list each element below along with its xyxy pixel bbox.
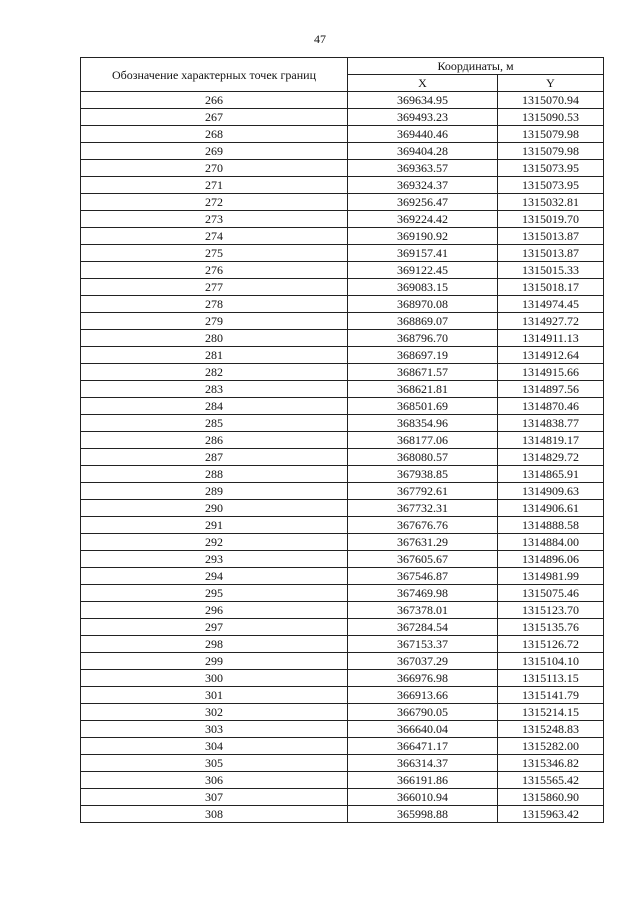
point-cell: 298 xyxy=(81,636,348,653)
x-cell: 368970.08 xyxy=(348,296,498,313)
point-cell: 284 xyxy=(81,398,348,415)
y-cell: 1314927.72 xyxy=(498,313,604,330)
point-cell: 299 xyxy=(81,653,348,670)
point-cell: 271 xyxy=(81,177,348,194)
y-cell: 1314896.06 xyxy=(498,551,604,568)
x-cell: 369634.95 xyxy=(348,92,498,109)
y-cell: 1315032.81 xyxy=(498,194,604,211)
y-cell: 1315018.17 xyxy=(498,279,604,296)
table-row xyxy=(81,806,604,823)
point-cell: 278 xyxy=(81,296,348,313)
y-cell: 1315070.94 xyxy=(498,92,604,109)
y-cell: 1315104.10 xyxy=(498,653,604,670)
x-cell: 366471.17 xyxy=(348,738,498,755)
y-cell: 1315214.15 xyxy=(498,704,604,721)
point-cell: 302 xyxy=(81,704,348,721)
table-row xyxy=(81,398,604,415)
point-cell: 293 xyxy=(81,551,348,568)
page-number: 47 xyxy=(314,32,326,46)
point-cell: 268 xyxy=(81,126,348,143)
x-cell: 367605.67 xyxy=(348,551,498,568)
x-cell: 369493.23 xyxy=(348,109,498,126)
x-cell: 368354.96 xyxy=(348,415,498,432)
x-cell: 366913.66 xyxy=(348,687,498,704)
x-cell: 366191.86 xyxy=(348,772,498,789)
y-cell: 1315090.53 xyxy=(498,109,604,126)
x-cell: 367792.61 xyxy=(348,483,498,500)
x-cell: 367469.98 xyxy=(348,585,498,602)
y-cell: 1315015.33 xyxy=(498,262,604,279)
table-row xyxy=(81,160,604,177)
y-cell: 1315248.83 xyxy=(498,721,604,738)
table-row xyxy=(81,347,604,364)
header-x: X xyxy=(348,75,498,92)
x-cell: 369224.42 xyxy=(348,211,498,228)
x-cell: 369404.28 xyxy=(348,143,498,160)
table-row xyxy=(81,687,604,704)
table-row xyxy=(81,228,604,245)
point-cell: 275 xyxy=(81,245,348,262)
point-cell: 291 xyxy=(81,517,348,534)
point-cell: 297 xyxy=(81,619,348,636)
y-cell: 1314911.13 xyxy=(498,330,604,347)
y-cell: 1314897.56 xyxy=(498,381,604,398)
point-cell: 301 xyxy=(81,687,348,704)
y-cell: 1314909.63 xyxy=(498,483,604,500)
y-cell: 1314865.91 xyxy=(498,466,604,483)
table-row xyxy=(81,245,604,262)
x-cell: 369122.45 xyxy=(348,262,498,279)
y-cell: 1314888.58 xyxy=(498,517,604,534)
x-cell: 368671.57 xyxy=(348,364,498,381)
coordinates-table xyxy=(80,57,604,823)
point-cell: 283 xyxy=(81,381,348,398)
x-cell: 368869.07 xyxy=(348,313,498,330)
table-row xyxy=(81,109,604,126)
y-cell: 1315079.98 xyxy=(498,143,604,160)
x-cell: 368501.69 xyxy=(348,398,498,415)
point-cell: 267 xyxy=(81,109,348,126)
point-cell: 281 xyxy=(81,347,348,364)
header-points: Обозначение характерных точек границ xyxy=(81,58,348,92)
y-cell: 1315346.82 xyxy=(498,755,604,772)
point-cell: 280 xyxy=(81,330,348,347)
table-row xyxy=(81,585,604,602)
table-row xyxy=(81,755,604,772)
y-cell: 1315565.42 xyxy=(498,772,604,789)
x-cell: 369083.15 xyxy=(348,279,498,296)
x-cell: 369440.46 xyxy=(348,126,498,143)
x-cell: 368177.06 xyxy=(348,432,498,449)
table-row xyxy=(81,602,604,619)
table-row xyxy=(81,500,604,517)
table-row xyxy=(81,262,604,279)
table-row xyxy=(81,789,604,806)
table-row xyxy=(81,466,604,483)
y-cell: 1314981.99 xyxy=(498,568,604,585)
table-row xyxy=(81,517,604,534)
table-row xyxy=(81,653,604,670)
y-cell: 1315073.95 xyxy=(498,177,604,194)
y-cell: 1315135.76 xyxy=(498,619,604,636)
y-cell: 1314829.72 xyxy=(498,449,604,466)
table-row xyxy=(81,211,604,228)
x-cell: 367938.85 xyxy=(348,466,498,483)
table-row xyxy=(81,636,604,653)
table-row xyxy=(81,619,604,636)
point-cell: 307 xyxy=(81,789,348,806)
point-cell: 266 xyxy=(81,92,348,109)
table-row xyxy=(81,92,604,109)
point-cell: 295 xyxy=(81,585,348,602)
x-cell: 367284.54 xyxy=(348,619,498,636)
y-cell: 1315963.42 xyxy=(498,806,604,823)
y-cell: 1315019.70 xyxy=(498,211,604,228)
y-cell: 1315141.79 xyxy=(498,687,604,704)
point-cell: 305 xyxy=(81,755,348,772)
y-cell: 1315013.87 xyxy=(498,228,604,245)
x-cell: 367546.87 xyxy=(348,568,498,585)
x-cell: 366010.94 xyxy=(348,789,498,806)
point-cell: 287 xyxy=(81,449,348,466)
x-cell: 368697.19 xyxy=(348,347,498,364)
table-row xyxy=(81,296,604,313)
x-cell: 369256.47 xyxy=(348,194,498,211)
y-cell: 1315075.46 xyxy=(498,585,604,602)
x-cell: 365998.88 xyxy=(348,806,498,823)
table-row xyxy=(81,721,604,738)
point-cell: 277 xyxy=(81,279,348,296)
point-cell: 308 xyxy=(81,806,348,823)
x-cell: 367153.37 xyxy=(348,636,498,653)
table-row xyxy=(81,279,604,296)
x-cell: 369363.57 xyxy=(348,160,498,177)
table-row xyxy=(81,415,604,432)
point-cell: 286 xyxy=(81,432,348,449)
table-body xyxy=(81,92,604,823)
x-cell: 369190.92 xyxy=(348,228,498,245)
table-row xyxy=(81,432,604,449)
x-cell: 367732.31 xyxy=(348,500,498,517)
x-cell: 366314.37 xyxy=(348,755,498,772)
point-cell: 304 xyxy=(81,738,348,755)
table-row xyxy=(81,194,604,211)
y-cell: 1314912.64 xyxy=(498,347,604,364)
table-row xyxy=(81,568,604,585)
point-cell: 269 xyxy=(81,143,348,160)
table-row xyxy=(81,483,604,500)
point-cell: 276 xyxy=(81,262,348,279)
table-row xyxy=(81,534,604,551)
x-cell: 369324.37 xyxy=(348,177,498,194)
x-cell: 368621.81 xyxy=(348,381,498,398)
x-cell: 366790.05 xyxy=(348,704,498,721)
table-row xyxy=(81,449,604,466)
point-cell: 282 xyxy=(81,364,348,381)
table-row xyxy=(81,313,604,330)
point-cell: 272 xyxy=(81,194,348,211)
table-row xyxy=(81,177,604,194)
y-cell: 1315013.87 xyxy=(498,245,604,262)
x-cell: 367676.76 xyxy=(348,517,498,534)
y-cell: 1315126.72 xyxy=(498,636,604,653)
point-cell: 306 xyxy=(81,772,348,789)
header-y: Y xyxy=(498,75,604,92)
table-row xyxy=(81,126,604,143)
y-cell: 1314870.46 xyxy=(498,398,604,415)
point-cell: 296 xyxy=(81,602,348,619)
x-cell: 369157.41 xyxy=(348,245,498,262)
table-row xyxy=(81,330,604,347)
point-cell: 288 xyxy=(81,466,348,483)
x-cell: 367631.29 xyxy=(348,534,498,551)
y-cell: 1314906.61 xyxy=(498,500,604,517)
y-cell: 1315860.90 xyxy=(498,789,604,806)
table-header xyxy=(81,58,604,92)
point-cell: 290 xyxy=(81,500,348,517)
y-cell: 1314819.17 xyxy=(498,432,604,449)
y-cell: 1315073.95 xyxy=(498,160,604,177)
point-cell: 289 xyxy=(81,483,348,500)
point-cell: 303 xyxy=(81,721,348,738)
x-cell: 367037.29 xyxy=(348,653,498,670)
y-cell: 1314915.66 xyxy=(498,364,604,381)
x-cell: 368080.57 xyxy=(348,449,498,466)
table-row xyxy=(81,143,604,160)
table-row xyxy=(81,364,604,381)
table-row xyxy=(81,670,604,687)
x-cell: 368796.70 xyxy=(348,330,498,347)
x-cell: 366640.04 xyxy=(348,721,498,738)
y-cell: 1315123.70 xyxy=(498,602,604,619)
point-cell: 300 xyxy=(81,670,348,687)
table-row xyxy=(81,704,604,721)
table-row xyxy=(81,381,604,398)
point-cell: 270 xyxy=(81,160,348,177)
x-cell: 367378.01 xyxy=(348,602,498,619)
point-cell: 285 xyxy=(81,415,348,432)
table-row xyxy=(81,772,604,789)
point-cell: 274 xyxy=(81,228,348,245)
point-cell: 273 xyxy=(81,211,348,228)
y-cell: 1315079.98 xyxy=(498,126,604,143)
y-cell: 1314838.77 xyxy=(498,415,604,432)
point-cell: 294 xyxy=(81,568,348,585)
point-cell: 292 xyxy=(81,534,348,551)
x-cell: 366976.98 xyxy=(348,670,498,687)
y-cell: 1314974.45 xyxy=(498,296,604,313)
table-row xyxy=(81,738,604,755)
y-cell: 1314884.00 xyxy=(498,534,604,551)
point-cell: 279 xyxy=(81,313,348,330)
table-row xyxy=(81,551,604,568)
y-cell: 1315113.15 xyxy=(498,670,604,687)
header-coordinates: Координаты, м xyxy=(348,58,604,75)
y-cell: 1315282.00 xyxy=(498,738,604,755)
